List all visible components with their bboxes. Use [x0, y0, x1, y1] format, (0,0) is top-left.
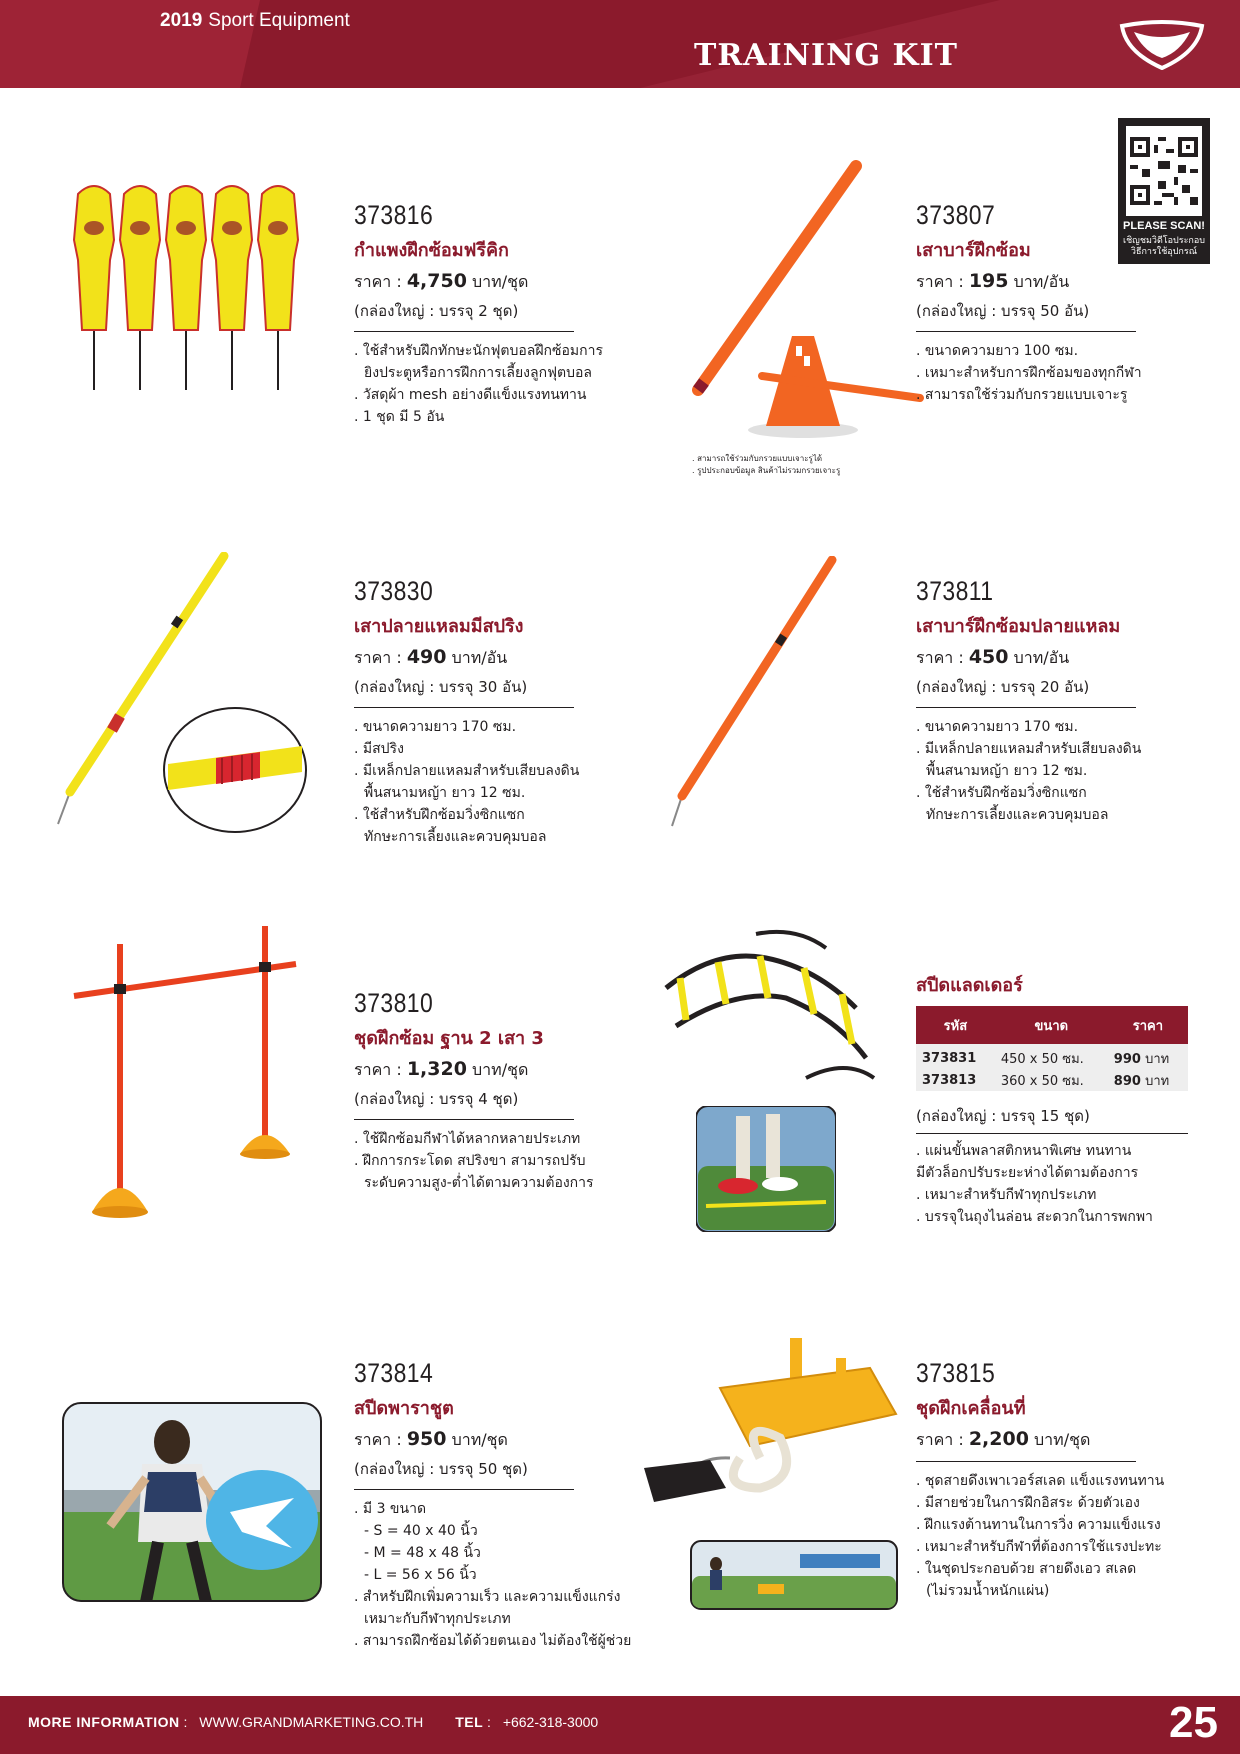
- catalog-year: 2019 Sport Equipment: [160, 10, 350, 31]
- feature-item: ยิงประตูหรือการฝึกการเลี้ยงลูกฟุตบอล: [364, 365, 592, 381]
- feature-list: [916, 1470, 1216, 1602]
- feature-item: มีตัวล็อกปรับระยะห่างได้ตามต้องการ: [916, 1165, 1139, 1181]
- feature-item: . สามารถฝึกซ้อมได้ด้วยตนเอง ไม่ต้องใช้ผู้ช่วย: [354, 1633, 632, 1649]
- page-title: TRAINING KIT: [694, 38, 958, 73]
- feature-item: . เหมาะสำหรับกีฬาที่ต้องการใช้แรงปะทะ: [916, 1539, 1162, 1555]
- divider: [354, 1489, 574, 1490]
- page-number: 25: [1169, 1698, 1218, 1747]
- feature-item: เหมาะกับกีฬาทุกประเภท: [364, 1611, 511, 1627]
- product-code: 373810: [354, 988, 434, 1018]
- pointed-bar-image: [662, 556, 842, 832]
- feature-item: . บรรจุในถุงไนล่อน สะดวกในการพกพา: [916, 1209, 1153, 1225]
- product-373810: [354, 988, 644, 1194]
- freekick-wall-image: [70, 180, 328, 392]
- contact-info: MORE INFORMATION : WWW.GRANDMARKETING.CO.TH TEL : +662-318-3000: [28, 1714, 599, 1730]
- divider: [916, 1133, 1188, 1134]
- feature-item: ระดับความสูง-ต่ำได้ตามความต้องการ: [364, 1175, 594, 1191]
- feature-item: - L = 56 x 56 นิ้ว: [364, 1567, 477, 1583]
- table-cell-code: 373813: [916, 1069, 995, 1091]
- feature-list: [916, 716, 1206, 826]
- feature-item: . ใช้ฝึกซ้อมกีฬาได้หลากหลายประเภท: [354, 1131, 581, 1147]
- product-price: ราคา : 4,750 บาท/ชุด: [354, 270, 529, 292]
- table-cell-price: 890 บาท: [1108, 1069, 1188, 1091]
- feature-item: . ขนาดความยาว 100 ซม.: [916, 343, 1079, 359]
- product-code: 373815: [916, 1358, 996, 1388]
- phone-number: +662-318-3000: [502, 1714, 599, 1730]
- product-name: เสาบาร์ฝึกซ้อมปลายแหลม: [916, 616, 1121, 637]
- hurdle-set-image: [60, 920, 304, 1232]
- product-price: ราคา : 450 บาท/อัน: [916, 646, 1070, 668]
- feature-item: . ขนาดความยาว 170 ซม.: [916, 719, 1079, 735]
- product-name: เสาบาร์ฝึกซ้อม: [916, 240, 1031, 261]
- feature-item: - M = 48 x 48 นิ้ว: [364, 1545, 481, 1561]
- product-pack: (กล่องใหญ่ : บรรจุ 4 ชุด): [354, 1090, 519, 1108]
- product-name: สปีดพาราชูต: [354, 1398, 454, 1419]
- divider: [354, 707, 574, 708]
- bar-caption: . สามารถใช้ร่วมกับกรวยแบบเจาะรูได้ . รูปประกอบข้อมูล สินค้าไม่รวมกรวยเจาะรู: [692, 454, 841, 475]
- divider: [354, 331, 574, 332]
- feature-item: . สำหรับฝึกเพิ่มความเร็ว และความแข็งแกร่ง: [354, 1589, 621, 1605]
- power-sled-photo: [690, 1540, 898, 1610]
- product-373816: [354, 200, 644, 428]
- feature-item: (ไม่รวมน้ำหนักแผ่น): [926, 1583, 1050, 1599]
- speed-ladder-title: สปีดแลดเดอร์: [916, 975, 1023, 996]
- product-pack: (กล่องใหญ่ : บรรจุ 30 อัน): [354, 678, 528, 696]
- table-header: รหัส: [916, 1006, 995, 1044]
- table-cell-size: 450 x 50 ซม.: [995, 1044, 1108, 1069]
- feature-item: . มีสายช่วยในการฝึกอิสระ ด้วยตัวเอง: [916, 1495, 1140, 1511]
- product-price: ราคา : 490 บาท/อัน: [354, 646, 508, 668]
- table-row: [916, 1044, 1188, 1069]
- feature-item: . ใช้สำหรับฝึกซ้อมวิ่งซิกแซก: [916, 785, 1087, 801]
- speed-ladder-image: [656, 928, 878, 1088]
- product-pack: (กล่องใหญ่ : บรรจุ 50 อัน): [916, 302, 1090, 320]
- table-header: ขนาด: [995, 1006, 1108, 1044]
- feature-item: . แผ่นขั้นพลาสติกหนาพิเศษ ทนทาน: [916, 1143, 1132, 1159]
- divider: [916, 1461, 1136, 1462]
- feature-item: ทักษะการเลี้ยงและควบคุมบอล: [926, 807, 1109, 823]
- product-price: ราคา : 950 บาท/ชุด: [354, 1428, 508, 1450]
- feature-item: พื้นสนามหญ้า ยาว 12 ซม.: [364, 785, 526, 801]
- feature-item: - S = 40 x 40 นิ้ว: [364, 1523, 478, 1539]
- product-pack: (กล่องใหญ่ : บรรจุ 50 ชุด): [354, 1460, 528, 1478]
- feature-list: [916, 1140, 1153, 1228]
- feature-item: . ใช้สำหรับฝึกทักษะนักฟุตบอลฝึกซ้อมการ: [354, 343, 604, 359]
- feature-item: . ในชุดประกอบด้วย สายดึงเอว สเลด: [916, 1561, 1137, 1577]
- product-373814: [354, 1358, 674, 1652]
- product-code: 373816: [354, 200, 434, 230]
- table-header: ราคา: [1108, 1006, 1188, 1044]
- product-373807: [916, 200, 1196, 406]
- spring-detail-image: [162, 706, 308, 834]
- product-price: ราคา : 195 บาท/อัน: [916, 270, 1070, 292]
- product-373815: [916, 1358, 1216, 1602]
- product-pack: (กล่องใหญ่ : บรรจุ 20 อัน): [916, 678, 1090, 696]
- website-link[interactable]: WWW.GRANDMARKETING.CO.TH: [199, 1714, 424, 1730]
- feature-list: [354, 340, 644, 428]
- qr-note: เชิญชมวิดีโอประกอบ วิธีการใช้อุปกรณ์: [1123, 236, 1205, 257]
- feature-item: . สามารถใช้ร่วมกับกรวยแบบเจาะรู: [916, 387, 1128, 403]
- product-name: กำแพงฝึกซ้อมฟรีคิก: [354, 240, 509, 261]
- feature-list: [354, 716, 644, 848]
- divider: [354, 1119, 574, 1120]
- speed-ladder-photo: [696, 1106, 836, 1232]
- power-sled-image: [640, 1338, 904, 1518]
- feature-item: . ฝึกแรงต้านทานในการวิ่ง ความแข็งแรง: [916, 1517, 1161, 1533]
- feature-item: . มีเหล็กปลายแหลมสำหรับเสียบลงดิน: [354, 763, 580, 779]
- feature-item: . มีสปริง: [354, 741, 404, 757]
- feature-item: พื้นสนามหญ้า ยาว 12 ซม.: [926, 763, 1088, 779]
- feature-list: [916, 340, 1196, 406]
- product-code: 373830: [354, 576, 434, 606]
- feature-item: . เหมาะสำหรับกีฬาทุกประเภท: [916, 1187, 1097, 1203]
- divider: [916, 331, 1136, 332]
- feature-item: . ชุดสายดึงเพาเวอร์สเลด แข็งแรงทนทาน: [916, 1473, 1165, 1489]
- feature-item: . 1 ชุด มี 5 อัน: [354, 409, 445, 425]
- page-footer: [0, 1696, 1240, 1754]
- feature-item: . วัสดุผ้า mesh อย่างดีแข็งแรงทนทาน: [354, 387, 587, 403]
- speed-ladder-pack: (กล่องใหญ่ : บรรจุ 15 ชุด): [916, 1107, 1090, 1125]
- feature-list: [354, 1498, 674, 1652]
- feature-list: [354, 1128, 644, 1194]
- product-373830: [354, 576, 644, 848]
- product-code: 373814: [354, 1358, 434, 1388]
- table-cell-price: 990 บาท: [1108, 1044, 1188, 1069]
- feature-item: . มี 3 ขนาด: [354, 1501, 427, 1517]
- parachute-photo: [62, 1402, 322, 1602]
- feature-item: . ขนาดความยาว 170 ซม.: [354, 719, 517, 735]
- table-row: [916, 1069, 1188, 1091]
- product-code: 373811: [916, 576, 994, 606]
- feature-item: . เหมาะสำหรับการฝึกซ้อมของทุกกีฬา: [916, 365, 1142, 381]
- product-name: ชุดฝึกซ้อม ฐาน 2 เสา 3: [354, 1028, 544, 1049]
- product-pack: (กล่องใหญ่ : บรรจุ 2 ชุด): [354, 302, 519, 320]
- feature-item: . มีเหล็กปลายแหลมสำหรับเสียบลงดิน: [916, 741, 1142, 757]
- product-price: ราคา : 2,200 บาท/ชุด: [916, 1428, 1091, 1450]
- table-cell-size: 360 x 50 ซม.: [995, 1069, 1108, 1091]
- training-bar-image: [688, 160, 924, 440]
- product-373811: [916, 576, 1206, 826]
- feature-item: . ใช้สำหรับฝึกซ้อมวิ่งซิกแซก: [354, 807, 525, 823]
- product-price: ราคา : 1,320 บาท/ชุด: [354, 1058, 529, 1080]
- table-cell-code: 373831: [916, 1044, 995, 1069]
- feature-item: . ฝึกการกระโดด สปริงขา สามารถปรับ: [354, 1153, 586, 1169]
- brand-logo-icon: [1118, 18, 1206, 70]
- page-header: [0, 0, 1240, 88]
- feature-item: ทักษะการเลี้ยงและควบคุมบอล: [364, 829, 547, 845]
- speed-ladder-table: [916, 1006, 1188, 1091]
- divider: [916, 707, 1136, 708]
- product-name: เสาปลายแหลมมีสปริง: [354, 616, 524, 637]
- qr-scan-label: PLEASE SCAN!: [1123, 220, 1205, 232]
- product-name: ชุดฝึกเคลื่อนที่: [916, 1398, 1026, 1419]
- product-code: 373807: [916, 200, 996, 230]
